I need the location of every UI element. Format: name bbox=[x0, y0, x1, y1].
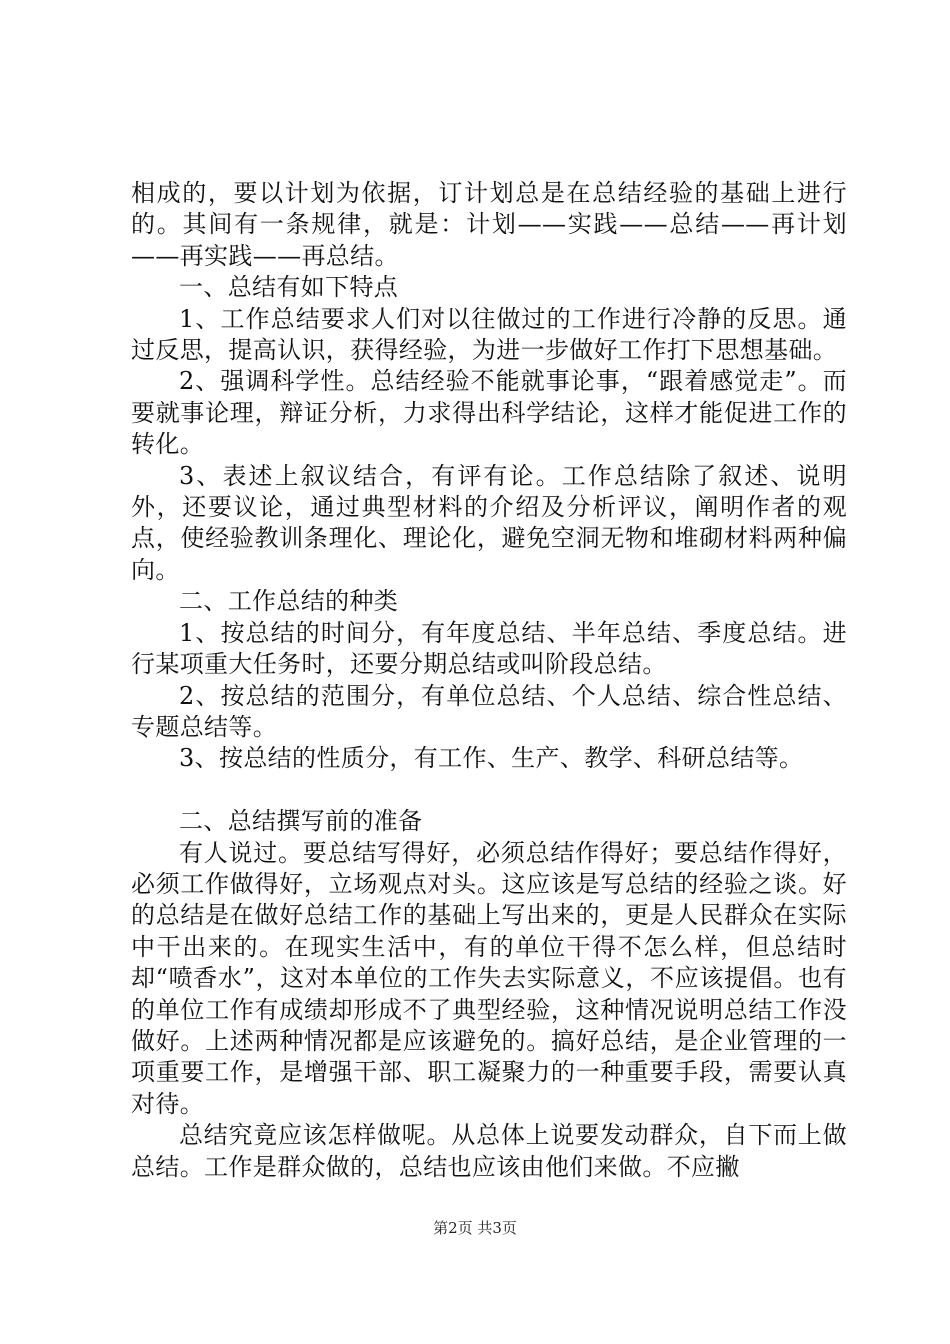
paragraph-type-3: 3、按总结的性质分，有工作、生产、教学、科研总结等。 bbox=[179, 744, 804, 773]
paragraph-type-1: 1、按总结的时间分，有年度总结、半年总结、季度总结。进行某项重大任务时，还要分期总结或叫阶段总结。 bbox=[131, 618, 847, 679]
paragraph-feature-1: 1、工作总结要求人们对以往做过的工作进行冷静的反思。通过反思，提高认识，获得经验，为进一步做好工作打下思想基础。 bbox=[131, 304, 847, 365]
blank-line bbox=[131, 775, 847, 806]
paragraph-feature-3: 3、表述上叙议结合，有评有论。工作总结除了叙述、说明外，还要议论，通过典型材料的介绍及分析评议，阐明作者的观点，使经验教训条理化、理论化，避免空洞无物和堆砌材料两种偏向。 bbox=[131, 461, 847, 584]
paragraph-type-2: 2、按总结的范围分，有单位总结、个人总结、综合性总结、专题总结等。 bbox=[131, 681, 847, 741]
heading-preparation: 二、总结撰写前的准备 bbox=[179, 807, 423, 836]
heading-features: 一、总结有如下特点 bbox=[179, 273, 399, 302]
heading-types: 二、工作总结的种类 bbox=[179, 587, 399, 616]
paragraph-preparation: 有人说过。要总结写得好，必须总结作得好；要总结作得好，必须工作做得好，立场观点对头。这应该是写总结的经验之谈。好的总结是在做好总结工作的基础上写出来的，更是人民群众在实际中干出来的。在现实生活中，有的单位干得不怎么样，但总结时却“喷香水”，这对本单位的工作失去实际意义，不应该提倡。也有的单位工作有成绩却形成不了典型经验，这种情况说明总结工作没做好。上述两种情况都是应该避免的。搞好总结，是企业管理的一项重要工作，是增强干部、职工凝聚力的一种重要手段，需要认真对待。 bbox=[131, 838, 847, 1118]
document-body bbox=[131, 178, 847, 1183]
paragraph-how-to: 总结究竟应该怎样做呢。从总体上说要发动群众，自下而上做总结。工作是群众做的，总结也应该由他们来做。不应撇 bbox=[131, 1121, 847, 1181]
paragraph-intro: 相成的，要以计划为依据，订计划总是在总结经验的基础上进行的。其间有一条规律，就是：计划——实践——总结——再计划——再实践——再总结。 bbox=[131, 179, 847, 270]
page-footer: 第2页 共3页 bbox=[433, 1219, 517, 1237]
paragraph-feature-2: 2、强调科学性。总结经验不能就事论事，“跟着感觉走”。而要就事论理，辩证分析，力求得出科学结论，这样才能促进工作的转化。 bbox=[131, 367, 847, 459]
